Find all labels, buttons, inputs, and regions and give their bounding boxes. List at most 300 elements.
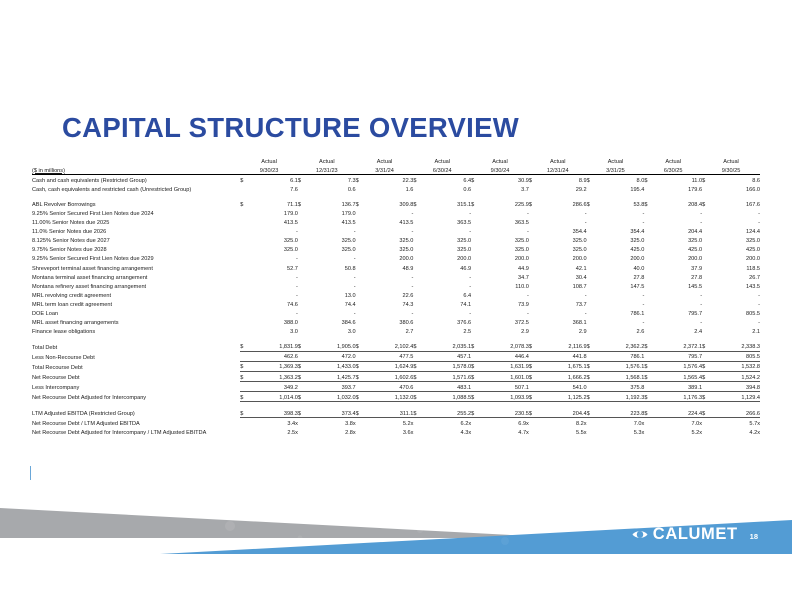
debt-currency-0-4: $ <box>471 201 475 208</box>
total-currency-5-5: $ <box>529 392 539 402</box>
debt-value-4-2: 325.0 <box>399 238 414 245</box>
column-header-date-4: 9/30/24 <box>471 165 529 175</box>
total-currency-4-3 <box>413 382 423 392</box>
column-header-type-7: Actual <box>665 158 681 165</box>
total-currency-0-5: $ <box>529 342 539 352</box>
debt-value-14-8: 2.1 <box>752 329 760 336</box>
total-value-0-8: 2,338.3 <box>712 342 760 352</box>
debt-value-11-3: 74.1 <box>460 301 472 308</box>
debt-value-14-7: 2.4 <box>694 329 703 336</box>
cash-value-0-4: 30.9 <box>517 177 529 184</box>
debt-currency-12-2 <box>356 309 366 318</box>
debt-row <box>32 199 760 208</box>
debt-value-14-3: 2.5 <box>463 329 472 336</box>
debt-value-1-0: 179.0 <box>283 210 298 217</box>
ebitda-currency-0-4: $ <box>471 408 481 418</box>
debt-currency-13-2 <box>356 318 366 327</box>
ebitda-currency-2-8 <box>702 428 712 437</box>
column-header-type-0: Actual <box>261 158 277 165</box>
debt-value-0-4: 225.9 <box>514 201 529 208</box>
total-currency-1-0 <box>240 351 250 361</box>
debt-currency-12-3 <box>413 309 423 318</box>
brand-name: CALUMET <box>652 525 738 543</box>
debt-currency-10-6 <box>587 290 597 299</box>
debt-row <box>32 263 760 272</box>
debt-currency-4-5 <box>529 236 539 245</box>
debt-currency-0-8: $ <box>702 201 706 208</box>
debt-label-9: Montana refinery asset financing arrangement <box>32 283 147 290</box>
debt-value-12-5: - <box>584 311 587 317</box>
ebitda-currency-2-6 <box>587 428 597 437</box>
total-value-0-5: 2,116.9 <box>539 342 587 352</box>
total-value-1-6: 786.1 <box>597 351 645 361</box>
ebitda-currency-1-1 <box>298 418 308 428</box>
debt-value-3-4: - <box>526 229 529 236</box>
capital-structure-table <box>32 156 760 437</box>
total-value-1-8: 805.5 <box>712 351 760 361</box>
cash-value-1-8: 166.0 <box>746 186 760 193</box>
column-header-type-8: Actual <box>723 158 739 165</box>
brand-logo-group <box>632 525 758 544</box>
debt-value-9-2: - <box>411 283 414 290</box>
debt-currency-1-8 <box>702 208 712 217</box>
total-currency-0-8: $ <box>702 342 712 352</box>
total-currency-4-8 <box>702 382 712 392</box>
ebitda-value-1-2: 5.2x <box>402 420 414 427</box>
debt-currency-2-6 <box>587 218 597 227</box>
debt-label-13: MRL asset financing arrangements <box>32 320 119 327</box>
debt-currency-6-5 <box>529 254 539 263</box>
total-value-0-0: 1,831.9 <box>250 342 298 352</box>
total-currency-0-0: $ <box>240 342 250 352</box>
debt-currency-4-8 <box>702 236 712 245</box>
debt-currency-13-3 <box>413 318 423 327</box>
ebitda-value-1-4: 6.9x <box>518 420 529 427</box>
debt-currency-10-5 <box>529 290 539 299</box>
debt-currency-9-2 <box>356 281 366 290</box>
cash-value-1-0: 7.6 <box>290 186 298 193</box>
total-value-2-1: 1,433.0 <box>308 361 356 371</box>
debt-value-13-8: - <box>758 320 760 327</box>
debt-currency-10-1 <box>298 290 308 299</box>
calumet-eye-icon <box>632 529 648 540</box>
debt-currency-7-0 <box>240 263 250 272</box>
debt-currency-5-5 <box>529 245 539 254</box>
debt-currency-14-7 <box>644 327 654 336</box>
ebitda-label-1: Net Recourse Debt / LTM Adjusted EBITDA <box>32 420 140 427</box>
debt-currency-13-0 <box>240 318 250 327</box>
debt-currency-9-3 <box>413 281 423 290</box>
debt-currency-7-5 <box>529 263 539 272</box>
debt-currency-10-4 <box>471 290 481 299</box>
column-header-type-2: Actual <box>376 158 393 165</box>
debt-value-7-1: 50.8 <box>344 265 356 272</box>
cash-currency-0-5: $ <box>528 177 532 184</box>
debt-row <box>32 318 760 327</box>
debt-currency-2-1 <box>298 218 308 227</box>
debt-currency-7-4 <box>471 263 481 272</box>
debt-currency-14-1 <box>298 327 308 336</box>
column-header-type-4: Actual <box>492 158 508 165</box>
ebitda-label-2: Net Recourse Debt Adjusted for Intercompany / LTM Adjusted EBITDA <box>32 430 207 437</box>
debt-currency-8-1 <box>298 272 308 281</box>
ebitda-value-1-8: 5.7x <box>749 420 760 427</box>
ebitda-currency-0-0: $ <box>240 408 250 418</box>
debt-value-12-1: - <box>353 311 356 317</box>
debt-value-14-2: 2.7 <box>405 329 414 336</box>
left-accent-tick <box>30 466 31 480</box>
debt-value-3-3: - <box>469 229 472 236</box>
debt-currency-9-1 <box>298 281 308 290</box>
total-value-4-3: 483.1 <box>423 382 471 392</box>
cash-value-0-6: 8.0 <box>636 177 645 184</box>
debt-value-5-3: 325.0 <box>457 247 472 254</box>
debt-value-1-3: - <box>469 210 472 217</box>
ebitda-value-2-6: 5.3x <box>633 430 645 437</box>
debt-currency-9-6 <box>587 281 597 290</box>
total-currency-1-2 <box>356 351 366 361</box>
total-value-1-2: 477.5 <box>366 351 414 361</box>
debt-value-6-1: - <box>353 256 356 263</box>
debt-value-9-4: 110.0 <box>515 283 529 290</box>
debt-currency-2-4 <box>471 218 481 227</box>
ebitda-value-2-2: 3.6x <box>402 430 414 437</box>
total-currency-4-2 <box>356 382 366 392</box>
debt-currency-11-3 <box>413 299 423 308</box>
debt-currency-5-3 <box>413 245 423 254</box>
debt-value-0-6: 53.8 <box>633 201 645 208</box>
total-currency-2-0: $ <box>240 361 250 371</box>
debt-currency-0-7: $ <box>644 201 648 208</box>
ebitda-value-0-5: 204.4 <box>539 408 587 418</box>
debt-currency-7-8 <box>702 263 712 272</box>
debt-value-6-7: 200.0 <box>688 256 703 263</box>
debt-currency-3-8 <box>702 227 712 236</box>
cash-value-1-2: 1.6 <box>405 186 414 193</box>
total-currency-2-1: $ <box>298 361 308 371</box>
debt-value-0-3: 315.1 <box>457 201 472 208</box>
debt-value-3-0: - <box>296 229 298 236</box>
cash-currency-0-6: $ <box>586 177 590 184</box>
ebitda-currency-1-5 <box>529 418 539 428</box>
debt-value-9-1: - <box>353 283 356 290</box>
debt-value-0-0: 71.1 <box>287 201 298 208</box>
debt-currency-4-7 <box>644 236 654 245</box>
total-currency-4-4 <box>471 382 481 392</box>
debt-currency-1-5 <box>529 208 539 217</box>
total-label-0: Total Debt <box>32 344 58 351</box>
debt-value-10-3: 6.4 <box>463 292 472 299</box>
ebitda-currency-2-7 <box>644 428 654 437</box>
debt-value-5-1: 325.0 <box>341 247 356 254</box>
debt-value-6-5: 200.0 <box>572 256 587 263</box>
debt-currency-8-8 <box>702 272 712 281</box>
total-currency-5-0: $ <box>240 392 250 402</box>
debt-value-11-5: 73.7 <box>575 301 587 308</box>
debt-currency-1-3 <box>413 208 423 217</box>
debt-value-10-2: 22.6 <box>402 292 414 299</box>
debt-row <box>32 254 760 263</box>
debt-label-12: DOE Loan <box>32 311 59 317</box>
ebitda-row <box>32 408 760 418</box>
debt-currency-5-0 <box>240 245 250 254</box>
cash-currency-0-3: $ <box>413 177 417 184</box>
ebitda-value-1-6: 7.0x <box>633 420 645 427</box>
total-row <box>32 361 760 371</box>
ebitda-currency-1-8 <box>702 418 712 428</box>
debt-value-0-5: 286.6 <box>572 201 587 208</box>
debt-currency-1-6 <box>587 208 597 217</box>
total-currency-5-4: $ <box>471 392 481 402</box>
debt-currency-0-2: $ <box>355 201 359 208</box>
debt-row <box>32 236 760 245</box>
debt-currency-0-0: $ <box>240 201 244 208</box>
total-currency-2-8: $ <box>702 361 712 371</box>
debt-currency-6-8 <box>702 254 712 263</box>
debt-currency-7-6 <box>587 263 597 272</box>
debt-label-8: Montana terminal asset financing arrangement <box>32 274 148 281</box>
total-value-4-7: 389.1 <box>654 382 702 392</box>
total-currency-3-3: $ <box>413 372 423 382</box>
debt-currency-7-2 <box>356 263 366 272</box>
debt-currency-11-4 <box>471 299 481 308</box>
total-label-2: Total Recourse Debt <box>32 364 83 371</box>
debt-value-12-7: 795.7 <box>688 311 703 317</box>
debt-value-5-2: 325.0 <box>399 247 414 254</box>
cash-value-0-0: 6.1 <box>290 177 298 184</box>
ebitda-currency-2-5 <box>529 428 539 437</box>
debt-value-6-8: 200.0 <box>746 256 760 263</box>
total-row <box>32 342 760 352</box>
total-currency-1-8 <box>702 351 712 361</box>
debt-currency-12-5 <box>529 309 539 318</box>
debt-currency-14-4 <box>471 327 481 336</box>
debt-currency-4-6 <box>587 236 597 245</box>
total-value-4-2: 470.6 <box>366 382 414 392</box>
ebitda-currency-1-0 <box>240 418 250 428</box>
debt-currency-8-0 <box>240 272 250 281</box>
page-title: CAPITAL STRUCTURE OVERVIEW <box>62 112 519 143</box>
debt-currency-8-2 <box>356 272 366 281</box>
total-value-5-6: 1,192.3 <box>597 392 645 402</box>
debt-value-8-7: 27.8 <box>691 274 703 281</box>
total-row <box>32 351 760 361</box>
debt-value-0-8: 167.6 <box>746 201 760 208</box>
total-value-3-7: 1,565.4 <box>654 372 702 382</box>
ebitda-value-2-5: 5.5x <box>576 430 587 437</box>
debt-currency-1-2 <box>356 208 366 217</box>
debt-value-8-0: - <box>296 274 298 281</box>
debt-row <box>32 290 760 299</box>
total-value-2-7: 1,576.4 <box>654 361 702 371</box>
ebitda-value-0-1: 373.4 <box>308 408 356 418</box>
debt-currency-5-8 <box>702 245 712 254</box>
debt-value-3-6: 354.4 <box>630 229 645 236</box>
debt-row <box>32 299 760 308</box>
debt-value-8-4: 34.7 <box>517 274 529 281</box>
cash-value-0-5: 8.9 <box>578 177 587 184</box>
debt-value-2-0: 413.5 <box>283 220 298 227</box>
column-header-date-3: 6/30/24 <box>413 165 471 175</box>
debt-currency-8-7 <box>644 272 654 281</box>
ebitda-value-0-2: 311.1 <box>366 408 414 418</box>
debt-value-5-5: 325.0 <box>572 247 587 254</box>
ebitda-row <box>32 418 760 428</box>
total-currency-1-3 <box>413 351 423 361</box>
debt-value-0-7: 208.4 <box>688 201 703 208</box>
debt-currency-13-7 <box>644 318 654 327</box>
debt-value-4-8: 325.0 <box>746 238 760 245</box>
total-currency-5-1: $ <box>298 392 308 402</box>
debt-currency-1-4 <box>471 208 481 217</box>
total-value-5-3: 1,088.5 <box>423 392 471 402</box>
debt-value-0-2: 309.8 <box>399 201 414 208</box>
column-header-type-1: Actual <box>319 158 335 165</box>
debt-currency-12-6 <box>587 309 597 318</box>
debt-currency-8-6 <box>587 272 597 281</box>
total-value-2-8: 1,532.8 <box>712 361 760 371</box>
debt-currency-9-5 <box>529 281 539 290</box>
cash-value-0-8: 8.6 <box>752 177 760 184</box>
total-value-0-7: 2,372.1 <box>654 342 702 352</box>
total-value-3-5: 1,666.2 <box>539 372 587 382</box>
cash-value-0-1: 7.3 <box>347 177 356 184</box>
debt-value-12-2: - <box>411 311 414 317</box>
debt-row <box>32 281 760 290</box>
total-currency-5-2: $ <box>356 392 366 402</box>
cash-value-1-7: 179.6 <box>688 186 703 193</box>
debt-value-5-8: 425.0 <box>746 247 760 254</box>
ebitda-value-0-3: 255.2 <box>423 408 471 418</box>
debt-currency-3-7 <box>644 227 654 236</box>
debt-value-14-1: 3.0 <box>347 329 356 336</box>
ebitda-currency-2-3 <box>413 428 423 437</box>
debt-currency-4-4 <box>471 236 481 245</box>
total-value-4-4: 507.1 <box>481 382 529 392</box>
ebitda-value-1-5: 8.2x <box>576 420 587 427</box>
debt-currency-13-8 <box>702 318 712 327</box>
debt-label-3: 11.0% Senior Notes due 2026 <box>32 229 107 236</box>
debt-currency-11-1 <box>298 299 308 308</box>
cash-row <box>32 184 760 193</box>
debt-label-14: Finance lease obligations <box>32 329 96 336</box>
ebitda-currency-2-0 <box>240 428 250 437</box>
debt-value-7-0: 52.7 <box>287 265 298 272</box>
debt-currency-10-3 <box>413 290 423 299</box>
debt-value-10-7: - <box>700 292 703 299</box>
debt-currency-2-7 <box>644 218 654 227</box>
debt-value-0-1: 136.7 <box>341 201 356 208</box>
debt-value-7-4: 44.9 <box>517 265 529 272</box>
ebitda-currency-0-5: $ <box>529 408 539 418</box>
debt-value-10-1: 13.0 <box>344 292 356 299</box>
total-currency-1-7 <box>644 351 654 361</box>
total-value-2-3: 1,578.0 <box>423 361 471 371</box>
debt-value-11-4: 73.9 <box>517 301 529 308</box>
total-value-2-5: 1,675.1 <box>539 361 587 371</box>
total-currency-5-3: $ <box>413 392 423 402</box>
cash-currency-1-6 <box>587 184 597 193</box>
total-value-0-2: 2,102.4 <box>366 342 414 352</box>
debt-currency-10-0 <box>240 290 250 299</box>
cash-value-1-3: 0.6 <box>463 186 472 193</box>
debt-value-6-4: 200.0 <box>514 256 529 263</box>
debt-value-13-5: 368.1 <box>572 320 587 327</box>
debt-value-4-0: 325.0 <box>283 238 298 245</box>
page-number: 18 <box>749 531 758 541</box>
total-value-1-5: 441.8 <box>539 351 587 361</box>
debt-value-6-0: - <box>296 256 298 263</box>
total-value-3-3: 1,571.6 <box>423 372 471 382</box>
total-value-5-5: 1,125.2 <box>539 392 587 402</box>
total-value-1-3: 457.1 <box>423 351 471 361</box>
total-value-5-0: 1,014.0 <box>250 392 298 402</box>
debt-currency-2-3 <box>413 218 423 227</box>
total-value-3-2: 1,602.6 <box>366 372 414 382</box>
column-header-date-5: 12/31/24 <box>529 165 587 175</box>
total-currency-3-8: $ <box>702 372 712 382</box>
cash-value-1-1: 0.6 <box>347 186 356 193</box>
debt-value-1-6: - <box>642 210 645 217</box>
cash-currency-0-7: $ <box>644 177 648 184</box>
total-currency-4-7 <box>644 382 654 392</box>
debt-value-9-7: 145.5 <box>688 283 703 290</box>
total-currency-3-5: $ <box>529 372 539 382</box>
total-value-4-8: 394.8 <box>712 382 760 392</box>
debt-currency-1-1 <box>298 208 308 217</box>
debt-value-1-4: - <box>526 210 529 217</box>
total-label-5: Net Recourse Debt Adjusted for Intercompany <box>32 395 147 402</box>
debt-label-4: 8.125% Senior Notes due 2027 <box>32 238 110 245</box>
debt-currency-7-7 <box>644 263 654 272</box>
debt-label-10: MRL revolving credit agreement <box>32 292 112 299</box>
table-body <box>32 156 760 437</box>
ebitda-value-2-7: 5.2x <box>691 430 703 437</box>
cash-label-0: Cash and cash equivalents (Restricted Group) <box>32 177 147 184</box>
total-value-3-4: 1,601.0 <box>481 372 529 382</box>
total-value-4-0: 349.2 <box>250 382 298 392</box>
debt-currency-10-8 <box>702 290 712 299</box>
debt-value-2-1: 413.5 <box>341 220 356 227</box>
debt-value-11-6: - <box>642 301 645 308</box>
debt-value-4-4: 325.0 <box>514 238 529 245</box>
debt-value-8-3: - <box>469 274 472 281</box>
total-currency-0-3: $ <box>413 342 423 352</box>
cash-label-1: Cash, cash equivalents and restricted cash (Unrestricted Group) <box>32 186 192 193</box>
column-header-date-8: 9/30/25 <box>702 165 760 175</box>
debt-label-1: 9.25% Senior Secured First Lien Notes due 2024 <box>32 210 154 217</box>
debt-label-6: 9.25% Senior Secured First Lien Notes due 2029 <box>32 256 154 263</box>
debt-value-1-5: - <box>584 210 587 217</box>
capital-structure-table-container <box>32 156 760 437</box>
total-currency-2-7: $ <box>644 361 654 371</box>
debt-value-13-6: - <box>642 320 645 327</box>
debt-value-7-3: 46.9 <box>460 265 472 272</box>
debt-value-2-5: - <box>584 220 587 227</box>
total-currency-1-1 <box>298 351 308 361</box>
total-value-3-6: 1,568.1 <box>597 372 645 382</box>
ebitda-currency-0-6: $ <box>587 408 597 418</box>
column-header-type-6: Actual <box>607 158 624 165</box>
cash-currency-0-1: $ <box>297 177 302 184</box>
total-currency-4-5 <box>529 382 539 392</box>
total-currency-3-2: $ <box>356 372 366 382</box>
debt-value-13-7: - <box>700 320 703 327</box>
debt-value-8-5: 30.4 <box>575 274 587 281</box>
total-currency-3-6: $ <box>587 372 597 382</box>
debt-currency-3-1 <box>298 227 308 236</box>
total-currency-5-6: $ <box>587 392 597 402</box>
